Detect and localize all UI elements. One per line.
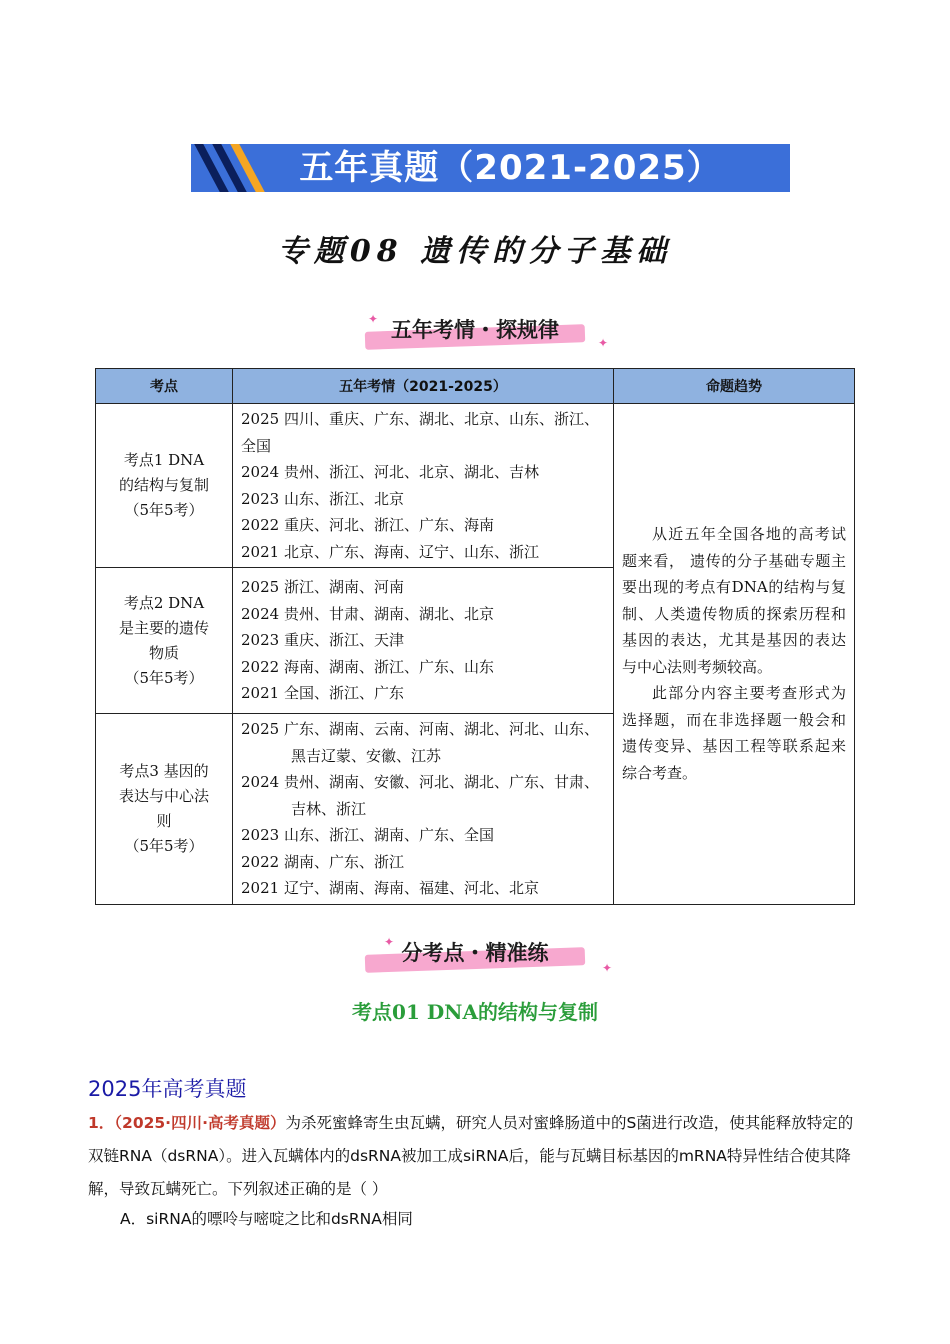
header-kaodian: 考点 (96, 369, 233, 404)
section-title: 分考点・精准练 (401, 941, 549, 965)
section-header-practice (0, 933, 950, 973)
option-a: A．siRNA的嘌呤与嘧啶之比和dsRNA相同 (120, 1210, 413, 1228)
sparkle-icon: ✦ (598, 336, 609, 350)
years-cell: 2025 浙江、湖南、河南 2024 贵州、甘肃、湖南、湖北、北京 2023 重庆、浙江、天津 2022 海南、湖南、浙江、广东、山东 2021 全国、浙江、广东 (233, 568, 614, 714)
question-source: （2025·四川·高考真题） (114, 1114, 286, 1132)
sparkle-icon: ✦ (384, 935, 395, 949)
kaodian-cell: 考点1 DNA 的结构与复制 （5年5考） (96, 404, 233, 568)
section-title: 五年考情・探规律 (391, 318, 559, 342)
banner-title: 五年真题（2021-2025） (299, 148, 722, 188)
table-header-row (96, 369, 855, 404)
kaodian-cell: 考点2 DNA 是主要的遗传 物质 （5年5考） (96, 568, 233, 714)
years-cell: 2025 四川、重庆、广东、湖北、北京、山东、浙江、全国 2024 贵州、浙江、河北、北京、湖北、吉林 2023 山东、浙江、北京 2022 重庆、河北、浙江、广东、海南 2021 北京、广东、海南、辽宁、山东、浙江 (233, 404, 614, 568)
question-number: 1． (88, 1114, 115, 1132)
header-trend: 命题趋势 (614, 369, 855, 404)
kaodian-cell: 考点3 基因的 表达与中心法 则 （5年5考） (96, 714, 233, 905)
trend-paragraph: 从近五年全国各地的高考试题来看， 遗传的分子基础专题主要出现的考点有DNA的结构与复制、人类遗传物质的探索历程和基因的表达，尤其是基因的表达与中心法则考频较高。 (622, 525, 846, 676)
year-heading: 2025年高考真题 (88, 1077, 247, 1101)
exam-stats-table (95, 368, 855, 905)
question-stem: 为杀死蜜蜂寄生虫瓦螨，研究人员对蜜蜂肠道中的S菌进行改造，使其能释放特定的双链RNA（dsRNA）。进入瓦螨体内的dsRNA被加工成siRNA后，能与瓦螨目标基因的mRNA特异性结合使其降解，导致瓦螨死亡。下列叙述正确的是（ ） (88, 1114, 854, 1198)
kaodian-heading: 考点01 DNA的结构与复制 (352, 1000, 598, 1024)
table-row (96, 404, 855, 568)
document-title: 专题08 遗传的分子基础 (277, 234, 673, 269)
sparkle-icon: ✦ (368, 312, 379, 326)
header-five-years: 五年考情（2021-2025） (233, 369, 614, 404)
header-banner (191, 144, 790, 192)
sparkle-icon: ✦ (602, 961, 613, 975)
trend-paragraph: 此部分内容主要考查形式为选择题，而在非选择题一般会和遗传变异、基因工程等联系起来综合考查。 (622, 684, 846, 782)
trend-cell (614, 404, 855, 905)
section-header-trends (0, 310, 950, 350)
question-1 (88, 1107, 860, 1206)
years-cell: 2025 广东、湖南、云南、河南、湖北、河北、山东、黑吉辽蒙、安徽、江苏 2024 贵州、湖南、安徽、河北、湖北、广东、甘肃、吉林、浙江 2023 山东、浙江、湖南、广东、全国 2022 湖南、广东、浙江 2021 辽宁、湖南、海南、福建、河北、北京 (233, 714, 614, 905)
